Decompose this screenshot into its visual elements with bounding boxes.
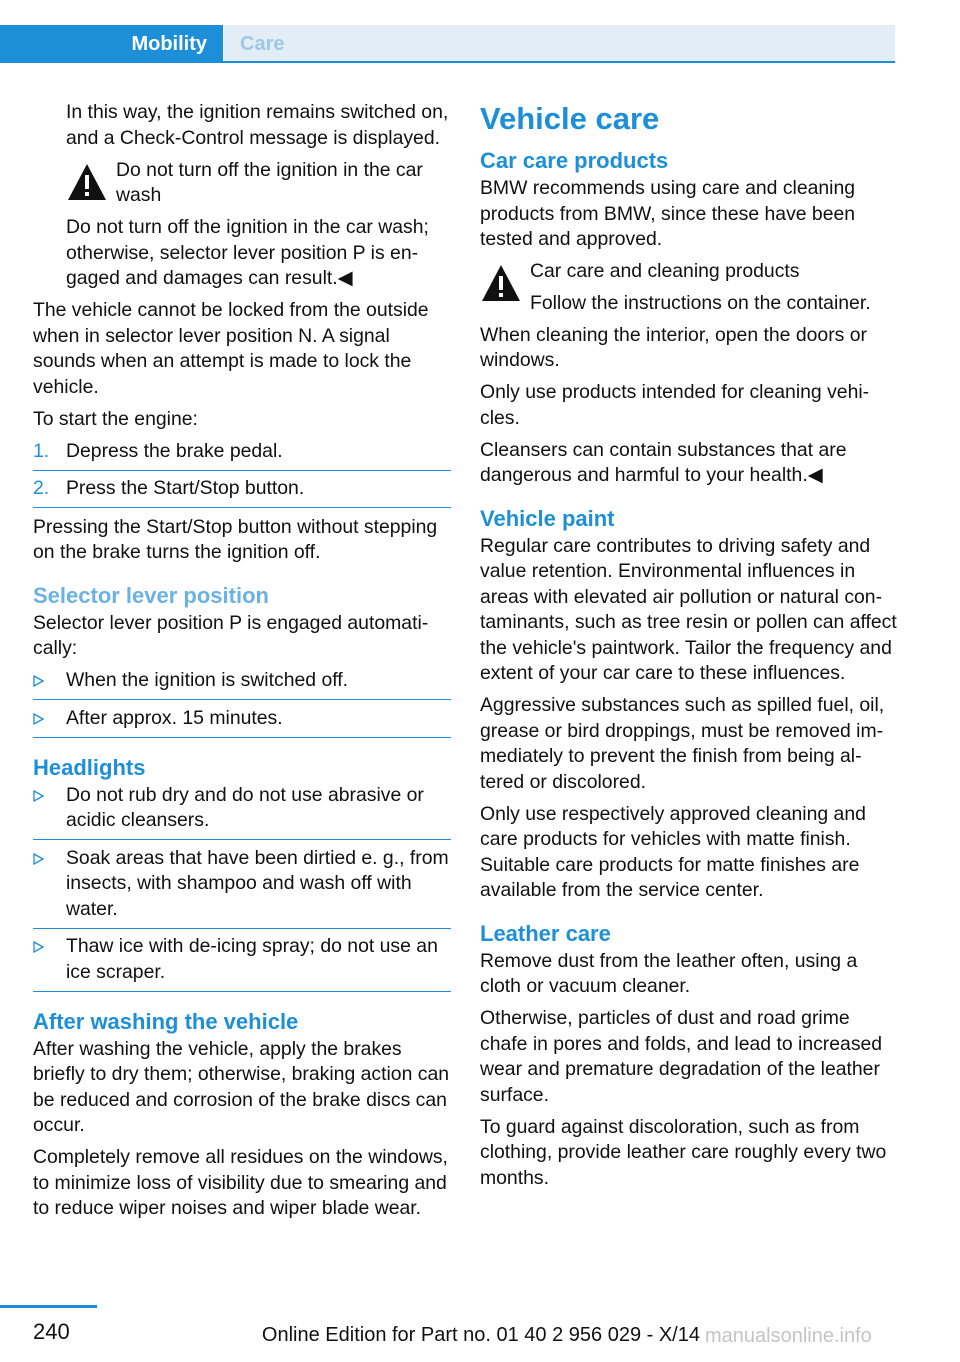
list-item-text: Soak areas that have been dirtied e. g., from insects, with shampoo and wash off with water. <box>66 846 449 920</box>
list-item <box>33 846 451 929</box>
list-item <box>33 439 451 471</box>
step-number: 2. <box>33 477 50 499</box>
paint-paragraph-2: Aggressive substances such as spilled fuel, oil, grease or bird droppings, must be removed immediately to prevent the finish from being altered or discolored. <box>480 694 885 793</box>
warning-block <box>480 259 898 316</box>
headlights-heading: Headlights <box>33 754 146 780</box>
warning-line: Follow the instructions on the container. <box>530 291 871 314</box>
warning-paragraph-3: Cleansers can contain substances that are dangerous and harmful to your health.◀ <box>480 438 847 486</box>
warning-block <box>33 158 451 209</box>
list-item-text: When the ignition is switched off. <box>66 669 349 691</box>
bullet-triangle-icon <box>33 941 44 953</box>
headlights-list <box>33 783 451 992</box>
intro-paragraph: In this way, the ignition remains switched on, and a Check-Control message is displayed. <box>66 101 449 149</box>
after-washing-paragraph-2: Completely remove all residues on the windows, to minimize loss of visibility due to smearing and to reduce wiper noises and wiper blade wear. <box>33 1146 448 1219</box>
header-rule <box>0 61 895 63</box>
leather-paragraph-2: Otherwise, particles of dust and road grime chafe in pores and folds, and lead to increased wear and premature degradation of the leather surface. <box>480 1007 883 1106</box>
bullet-triangle-icon <box>33 853 44 865</box>
start-steps-list <box>33 439 451 509</box>
selector-paragraph: Selector lever position P is engaged automatically: <box>33 611 429 659</box>
warning-title: Do not turn off the ignition in the car wash <box>116 158 423 206</box>
vehicle-paint-heading: Vehicle paint <box>480 505 615 531</box>
leather-care-heading: Leather care <box>480 920 611 946</box>
edition-text: Online Edition for Part no. 01 40 2 956 029 - X/14 <box>261 1324 700 1346</box>
pressing-paragraph: Pressing the Start/Stop button without stepping on the brake turns the ignition off. <box>33 515 438 563</box>
paint-paragraph-1: Regular care contributes to driving safety and value retention. Environmental influences in areas with elevated air pollution or natural contaminants, such as tree resin or pollen can affect the vehicle's paintwork. Tailor the frequency and extent of your car care to these influences. <box>480 534 897 684</box>
footer-rule <box>0 1305 97 1308</box>
tab-care: Care <box>240 33 285 55</box>
car-care-products-paragraph: BMW recommends using care and cleaning products from BMW, since these have been tested and approved. <box>480 177 856 250</box>
selector-list <box>33 668 451 738</box>
warning-paragraph-2: Only use products intended for cleaning vehicles. <box>480 381 870 429</box>
after-washing-paragraph-1: After washing the vehicle, apply the brakes briefly to dry them; otherwise, braking action can be reduced and corrosion of the brake discs can occur. <box>33 1037 450 1136</box>
list-item-text: After approx. 15 minutes. <box>66 706 283 729</box>
lock-paragraph: The vehicle cannot be locked from the outside when in selector lever position N. A signal sounds when an attempt is made to lock the vehicle. <box>33 299 429 398</box>
leather-paragraph-1: Remove dust from the leather often, using a cloth or vacuum cleaner. <box>480 949 858 997</box>
list-item <box>33 934 451 992</box>
leather-paragraph-3: To guard against discoloration, such as from clothing, provide leather care roughly every two months. <box>480 1115 887 1189</box>
warning-icon <box>66 162 108 202</box>
bullet-triangle-icon <box>33 790 44 802</box>
tab-care-bg <box>224 25 895 62</box>
warning-paragraph-1: When cleaning the interior, open the doors or windows. <box>480 323 867 371</box>
list-item-text: Do not rub dry and do not use abrasive or acidic cleansers. <box>66 783 424 831</box>
selector-heading: Selector lever position <box>33 582 269 608</box>
list-item <box>33 783 451 841</box>
list-item <box>33 668 451 700</box>
chapter-tab-bar <box>0 0 895 62</box>
right-column <box>480 100 898 1198</box>
warning-title: Car care and cleaning products <box>530 260 800 282</box>
page-number: 240 <box>33 1319 70 1344</box>
after-washing-heading: After washing the vehicle <box>33 1008 299 1034</box>
list-item <box>33 476 451 508</box>
car-care-products-heading: Car care products <box>480 148 669 173</box>
list-item <box>33 706 451 738</box>
list-item-text: Thaw ice with de-icing spray; do not use an ice scraper. <box>66 935 438 983</box>
step-text: Press the Start/Stop button. <box>66 477 305 499</box>
warning-icon <box>480 263 522 303</box>
bullet-triangle-icon <box>33 675 44 687</box>
bullet-triangle-icon <box>33 713 44 725</box>
paint-paragraph-3: Only use respectively approved cleaning and care products for vehicles with matte finish. Suitable care products for matte finishes are available from the service center. <box>480 802 866 901</box>
tab-mobility: Mobility <box>131 33 207 55</box>
watermark: manualsonline.info <box>705 1325 872 1347</box>
step-number: 1. <box>33 439 50 462</box>
warning-text: Do not turn off the ignition in the car wash; otherwise, selector lever position P is engaged and damages can result.◀ <box>66 216 429 289</box>
start-intro: To start the engine: <box>33 407 198 430</box>
step-text: Depress the brake pedal. <box>66 439 283 462</box>
section-title: Vehicle care <box>480 101 660 136</box>
left-column <box>33 100 451 1228</box>
